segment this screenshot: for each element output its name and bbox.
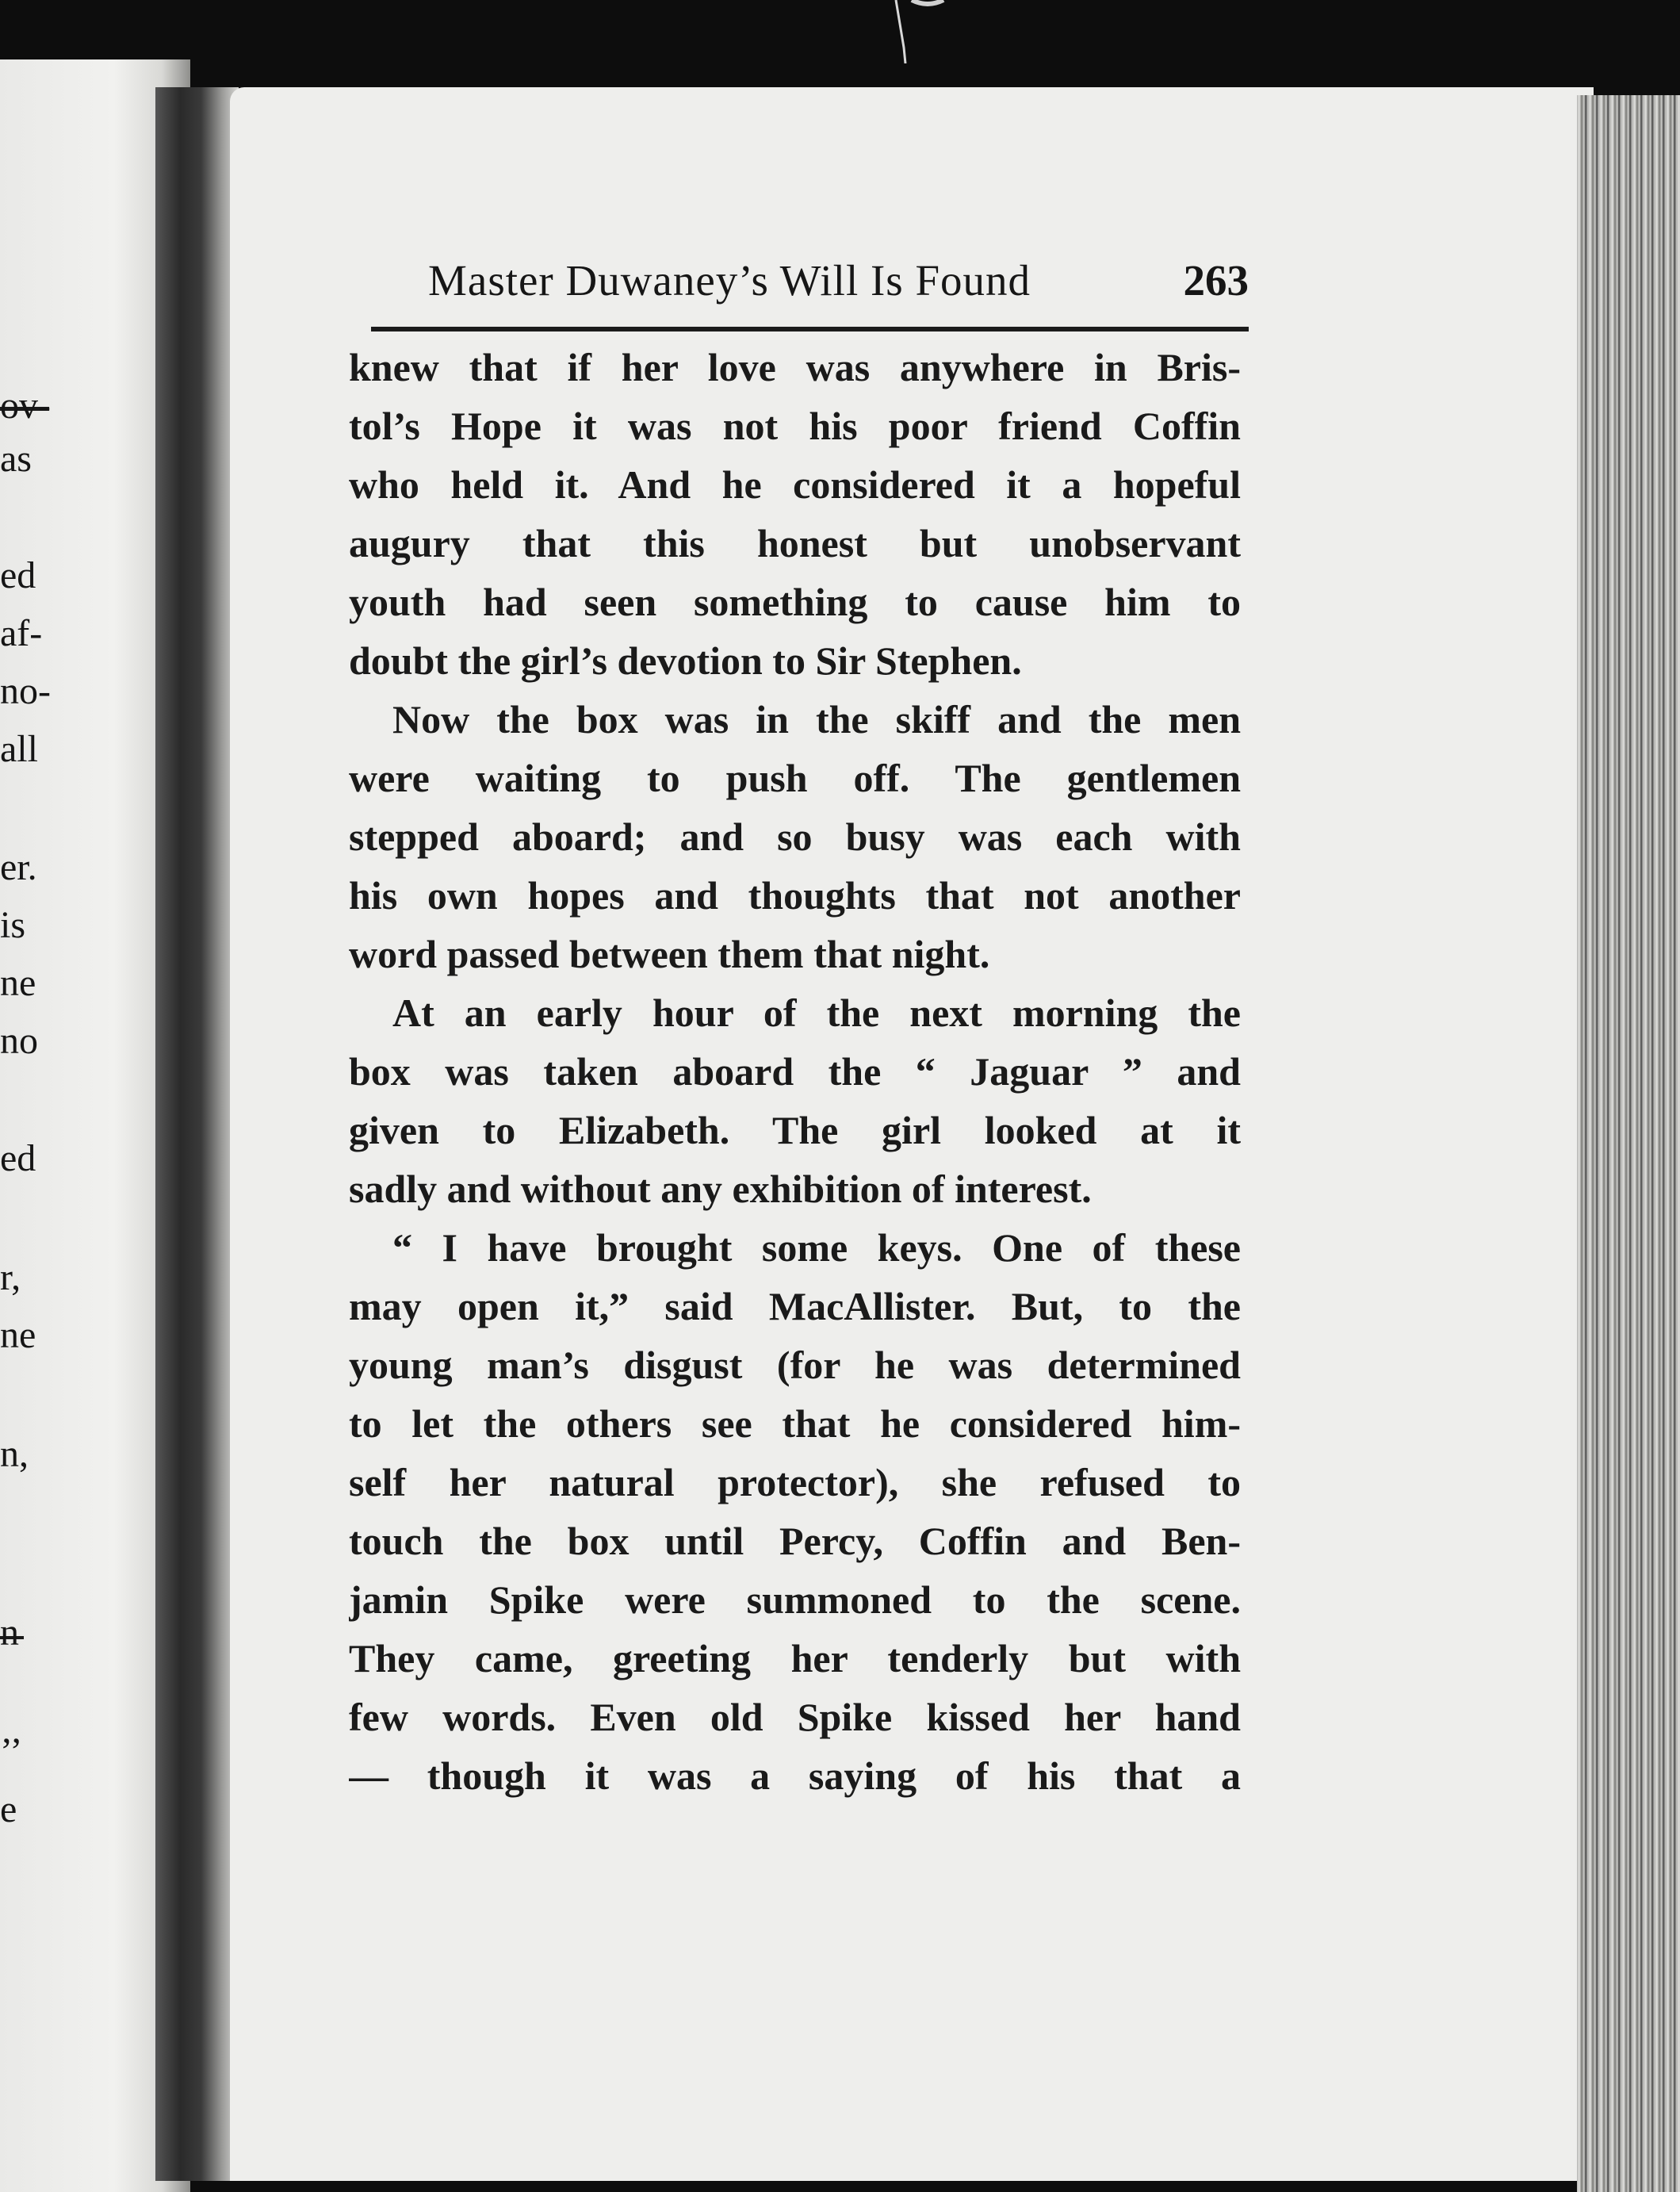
header-rule — [371, 327, 1249, 331]
book-gutter — [155, 87, 239, 2181]
page-number: 263 — [1183, 256, 1249, 305]
text-line: few words. Even old Spike kissed her hand — [349, 1695, 1241, 1739]
running-head — [428, 255, 1249, 319]
text-line: given to Elizabeth. The girl looked at it — [349, 1108, 1241, 1152]
text-line: box was taken aboard the “ Jaguar ” and — [349, 1049, 1241, 1094]
left-fragment: no — [0, 1020, 38, 1062]
left-fragment: no- — [0, 670, 51, 712]
left-fragment: is — [0, 904, 26, 946]
left-fragment: n, — [0, 1433, 29, 1475]
left-fragment: all — [0, 728, 38, 770]
text-line: his own hopes and thoughts that not another — [349, 873, 1241, 918]
text-line: self her natural protector), she refused to — [349, 1460, 1241, 1504]
text-line: who held it. And he considered it a hopeful — [349, 462, 1241, 507]
page-fore-edge — [1577, 95, 1680, 2192]
left-fragment: n — [0, 1611, 19, 1654]
text-line: sadly and without any exhibition of interest. — [349, 1167, 1092, 1211]
left-fragment: ov- — [0, 385, 51, 427]
text-line: “ I have brought some keys. One of these — [392, 1225, 1241, 1270]
left-fragment: r, — [0, 1256, 21, 1298]
top-scan-artifact — [864, 0, 959, 63]
running-head-title: Master Duwaney’s Will Is Found — [428, 256, 1031, 305]
text-line: were waiting to push off. The gentlemen — [349, 756, 1241, 800]
text-line: touch the box until Percy, Coffin and Ben- — [349, 1519, 1241, 1563]
left-fragment: ed — [0, 1137, 36, 1179]
text-line: word passed between them that night. — [349, 932, 990, 976]
text-line: tol’s Hope it was not his poor friend Coffin — [349, 404, 1241, 448]
text-line: doubt the girl’s devotion to Sir Stephen. — [349, 638, 1022, 683]
text-line: — though it was a saying of his that a — [349, 1753, 1241, 1798]
text-line: They came, greeting her tenderly but with — [349, 1636, 1241, 1680]
left-fragment: af- — [0, 612, 43, 654]
left-fragment: as — [0, 438, 32, 480]
text-line: At an early hour of the next morning the — [392, 991, 1241, 1035]
text-line: jamin Spike were summoned to the scene. — [349, 1577, 1241, 1622]
text-line: may open it,” said MacAllister. But, to the — [349, 1284, 1241, 1328]
text-line: augury that this honest but unobservant — [349, 521, 1241, 565]
left-fragment: ne — [0, 962, 36, 1004]
text-line: stepped aboard; and so busy was each with — [349, 814, 1241, 859]
text-line: youth had seen something to cause him to — [349, 580, 1241, 624]
left-fragment: e — [0, 1788, 17, 1830]
text-line: knew that if her love was anywhere in Bris- — [349, 345, 1241, 389]
left-fragment: ne — [0, 1314, 36, 1356]
left-fragment: ’’ — [0, 1730, 23, 1772]
text-line: young man’s disgust (for he was determined — [349, 1343, 1241, 1387]
text-line: to let the others see that he considered him- — [349, 1401, 1241, 1446]
text-line: Now the box was in the skiff and the men — [392, 697, 1241, 742]
left-fragment: er. — [0, 846, 37, 888]
left-fragment: ed — [0, 554, 36, 596]
